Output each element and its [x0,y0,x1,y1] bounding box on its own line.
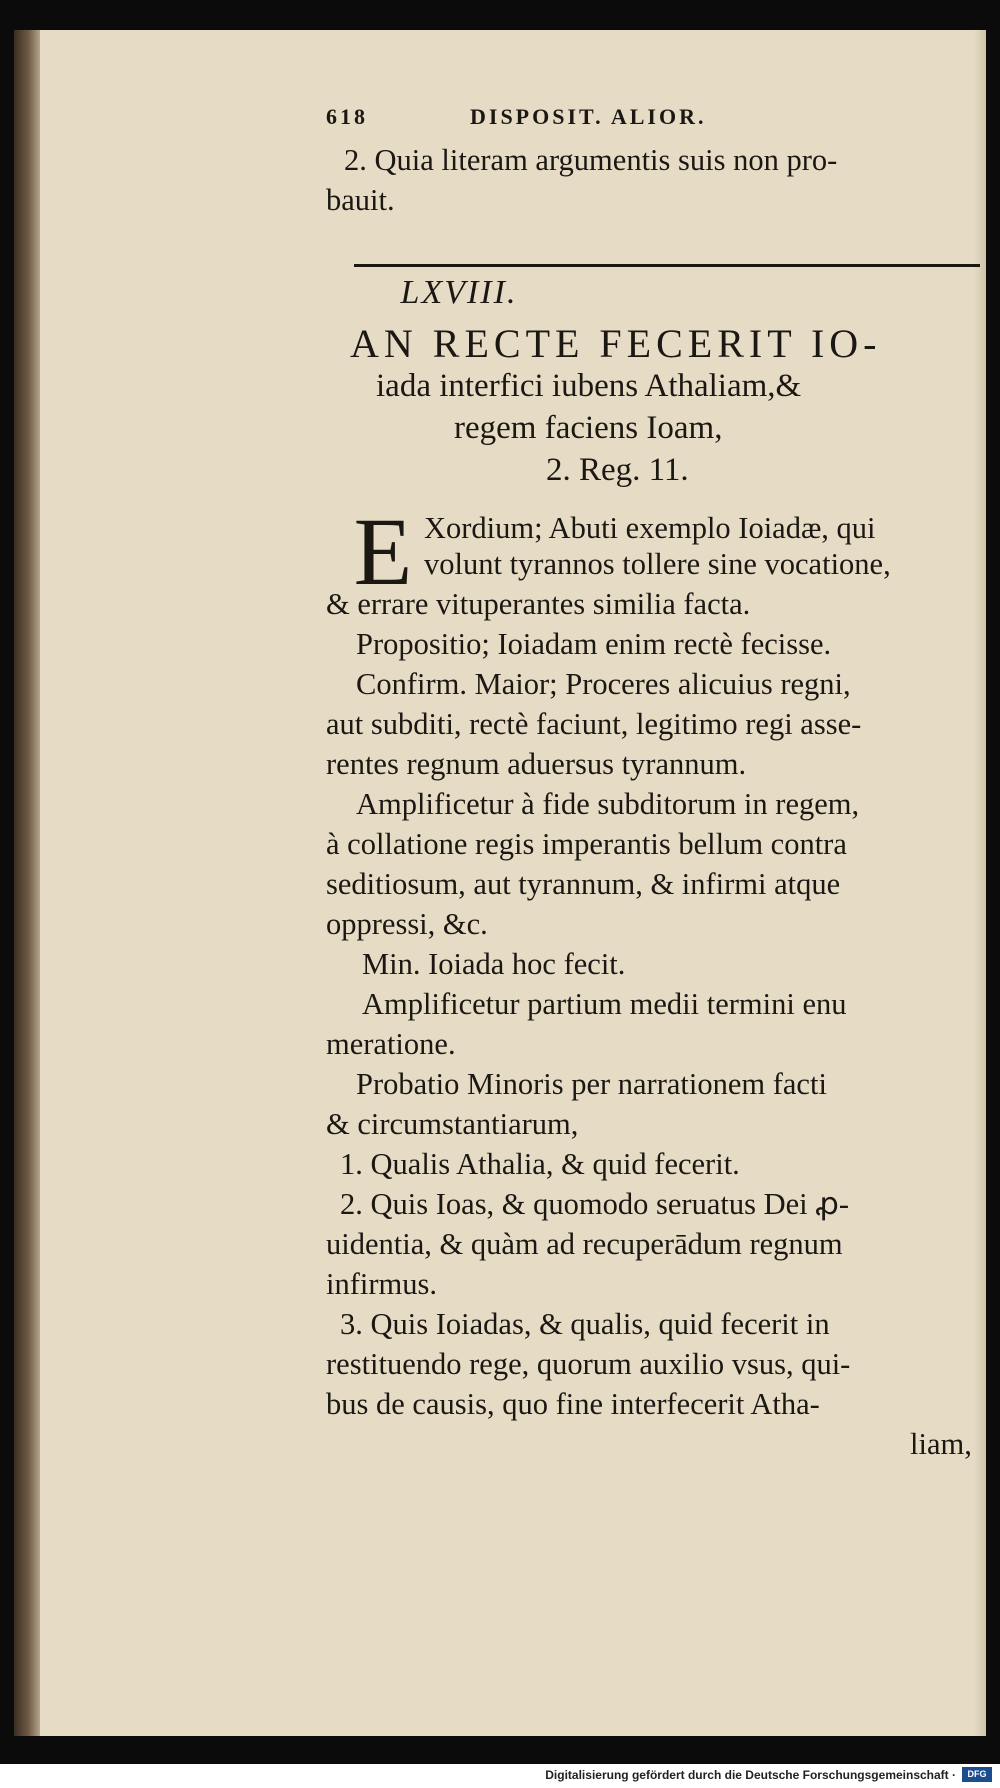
page-number: 618 [326,104,368,129]
text-line: bauit. [326,183,395,217]
section-divider [354,264,980,267]
text-line: à collatione regis imperantis bellum contra [326,827,847,861]
text-line: oppressi, &c. [326,907,488,941]
page-edge [974,30,986,1736]
text-line: uidentia, & quàm ad recuperādum regnum [326,1227,843,1261]
list-item: 1. Qualis Athalia, & quid fecerit. [340,1147,740,1181]
text-line: aut subditi, rectè faciunt, legitimo regi asse- [326,707,862,741]
section-number: LXVIII. [400,274,518,311]
section-title-line: regem faciens Ioam, [454,410,723,446]
scripture-reference: 2. Reg. 11. [546,452,689,488]
drop-cap: E [353,498,413,605]
text-line: rentes regnum aduersus tyrannum. [326,747,747,781]
text-line: 2. Quia literam argumentis suis non pro- [344,143,838,177]
text-line: & circumstantiarum, [326,1107,579,1141]
text-line: liam, [910,1427,972,1461]
text-line: meratione. [326,1027,456,1061]
text-line: seditiosum, aut tyrannum, & infirmi atque [326,867,841,901]
dfg-logo-icon: DFG [962,1767,992,1782]
text-line: volunt tyrannos tollere sine vocatione, [424,547,891,581]
text-line: Xordium; Abuti exemplo Ioiadæ, qui [424,511,876,545]
text-line: Probatio Minoris per narrationem facti [356,1067,827,1101]
text-line: & errare vituperantes similia facta. [326,587,751,621]
text-line: restituendo rege, quorum auxilio vsus, qui- [326,1347,851,1381]
text-line: Amplificetur à fide subditorum in regem, [356,787,860,821]
running-title: DISPOSIT. ALIOR. [470,104,707,129]
list-item: 2. Quis Ioas, & quomodo seruatus Dei ꝓ- [340,1187,850,1221]
text-line: bus de causis, quo fine interfecerit Atha- [326,1387,820,1421]
text-line: Amplificetur partium medii termini enu [362,987,847,1021]
text-line: Confirm. Maior; Proceres alicuius regni, [356,667,851,701]
text-line: infirmus. [326,1267,437,1301]
section-title-line: iada interfici iubens Athaliam,& [376,368,802,404]
funding-notice: Digitalisierung gefördert durch die Deutsche Forschungsgemeinschaft · [545,1768,956,1782]
book-page [14,30,986,1736]
section-title: AN RECTE FECERIT IO- [350,321,882,366]
text-line: Min. Ioiada hoc fecit. [362,947,626,981]
text-line: Propositio; Ioiadam enim rectè fecisse. [356,627,832,661]
list-item: 3. Quis Ioiadas, & qualis, quid fecerit in [340,1307,830,1341]
